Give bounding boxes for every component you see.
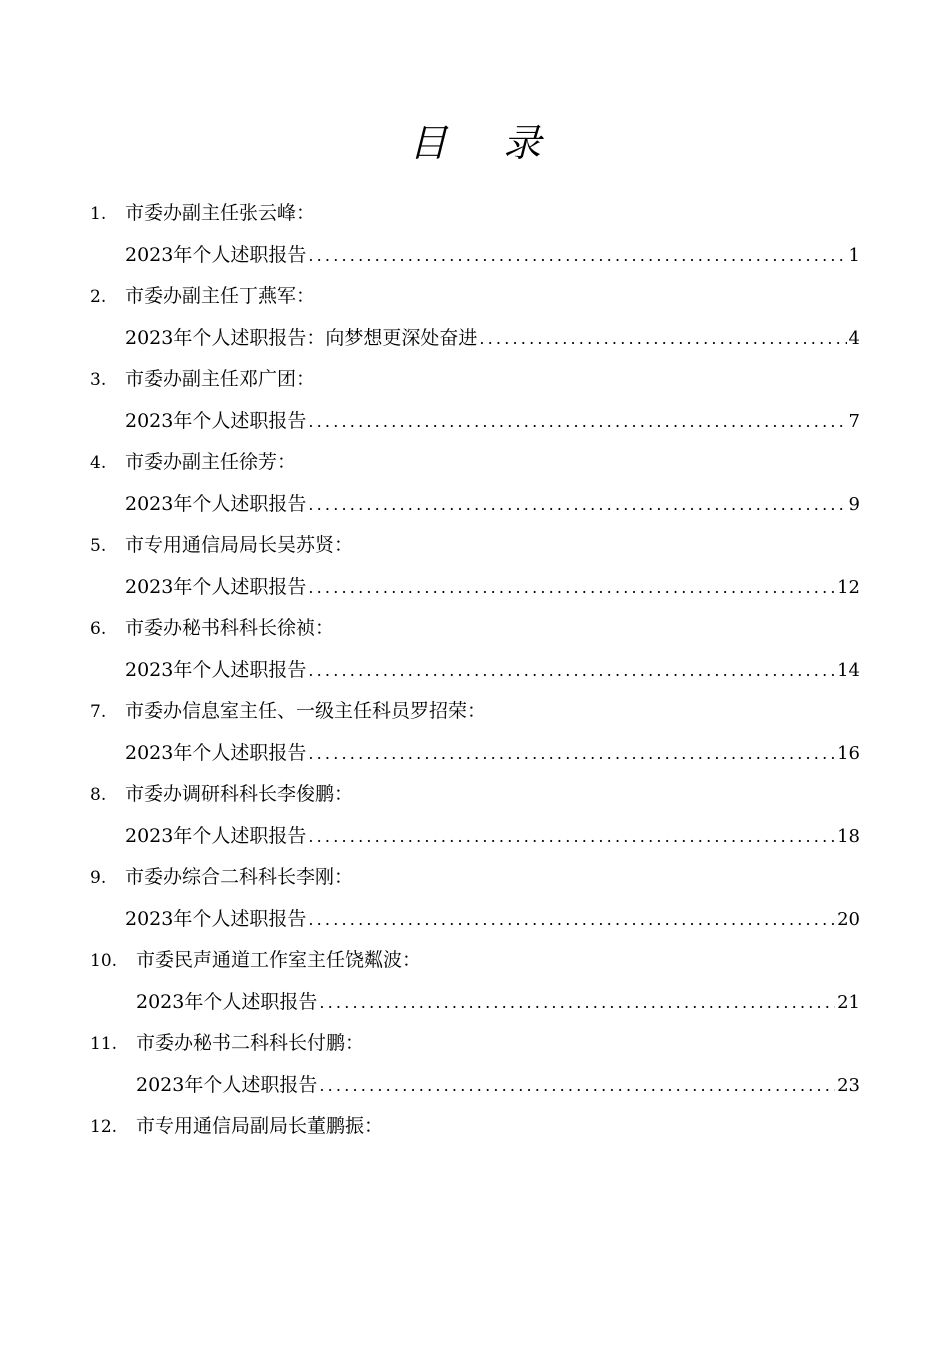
toc-entry-subtitle: 2023年个人述职报告 bbox=[136, 1073, 318, 1096]
toc-entry-number: 12. bbox=[90, 1117, 118, 1137]
toc-entry-subtitle-row bbox=[125, 484, 860, 526]
toc-entry-subtitle-row bbox=[136, 982, 860, 1024]
toc-entry-heading-row bbox=[90, 691, 860, 733]
toc-entry-heading-row bbox=[90, 774, 860, 816]
toc-entry-10[interactable] bbox=[90, 940, 860, 1023]
toc-entry-subtitle: 2023年个人述职报告 bbox=[125, 243, 307, 266]
toc-entry-12[interactable] bbox=[90, 1106, 860, 1148]
toc-entry-heading: 市委民声通道工作室主任饶粼波： bbox=[136, 949, 422, 971]
toc-entry-subtitle: 2023年个人述职报告 bbox=[125, 492, 307, 515]
toc-entry-3[interactable] bbox=[90, 359, 860, 442]
toc-entry-number: 8. bbox=[90, 785, 107, 805]
toc-entry-subtitle-row bbox=[125, 235, 860, 277]
dot-leader bbox=[308, 401, 846, 443]
toc-entry-page-number: 23 bbox=[837, 1074, 860, 1096]
toc-entry-subtitle-row bbox=[125, 816, 860, 858]
toc-entry-heading: 市专用通信局副局长董鹏振： bbox=[136, 1115, 384, 1137]
toc-entry-5[interactable] bbox=[90, 525, 860, 608]
toc-entry-heading: 市委办综合二科科长李刚： bbox=[125, 866, 354, 888]
dot-leader bbox=[308, 567, 835, 609]
toc-entry-number: 9. bbox=[90, 868, 107, 888]
toc-entry-heading: 市委办秘书二科科长付鹏： bbox=[136, 1032, 365, 1054]
toc-entry-number: 1. bbox=[90, 204, 107, 224]
toc-entry-number: 4. bbox=[90, 453, 107, 473]
toc-entry-heading: 市委办副主任丁燕军： bbox=[125, 285, 316, 307]
toc-entry-heading-row bbox=[90, 359, 860, 401]
toc-entry-page-number: 18 bbox=[837, 825, 860, 847]
toc-entry-number: 5. bbox=[90, 536, 107, 556]
toc-entry-page-number: 9 bbox=[848, 493, 860, 515]
toc-title: 目 录 bbox=[408, 121, 564, 165]
toc-entry-subtitle: 2023年个人述职报告 bbox=[125, 409, 307, 432]
toc-entry-heading: 市委办副主任邓广团： bbox=[125, 368, 316, 390]
toc-entry-heading-row bbox=[90, 1023, 860, 1065]
toc-entry-heading-row bbox=[90, 1106, 860, 1148]
toc-entry-1[interactable] bbox=[90, 193, 860, 276]
toc-entry-6[interactable] bbox=[90, 608, 860, 691]
toc-entry-page-number: 21 bbox=[837, 991, 860, 1013]
toc-entry-7[interactable] bbox=[90, 691, 860, 774]
toc-entry-subtitle-row bbox=[125, 318, 860, 360]
dot-leader bbox=[308, 235, 846, 277]
toc-entry-subtitle-row bbox=[125, 567, 860, 609]
dot-leader bbox=[319, 1065, 835, 1107]
table-of-contents bbox=[90, 193, 860, 1148]
toc-entry-subtitle: 2023年个人述职报告 bbox=[125, 741, 307, 764]
toc-entry-subtitle-row bbox=[125, 650, 860, 692]
dot-leader bbox=[308, 899, 835, 941]
toc-entry-number: 3. bbox=[90, 370, 107, 390]
toc-entry-heading-row bbox=[90, 857, 860, 899]
toc-entry-subtitle: 2023年个人述职报告 bbox=[125, 907, 307, 930]
toc-entry-page-number: 4 bbox=[848, 327, 860, 349]
toc-entry-heading: 市委办副主任张云峰： bbox=[125, 202, 316, 224]
toc-entry-subtitle: 2023年个人述职报告 bbox=[125, 658, 307, 681]
toc-entry-2[interactable] bbox=[90, 276, 860, 359]
toc-entry-subtitle: 2023年个人述职报告 bbox=[136, 990, 318, 1013]
dot-leader bbox=[308, 650, 835, 692]
dot-leader bbox=[308, 484, 846, 526]
toc-entry-page-number: 1 bbox=[848, 244, 860, 266]
toc-entry-heading-row bbox=[90, 608, 860, 650]
toc-entry-subtitle: 2023年个人述职报告：向梦想更深处奋进 bbox=[125, 326, 478, 349]
toc-entry-page-number: 12 bbox=[837, 576, 860, 598]
toc-entry-subtitle: 2023年个人述职报告 bbox=[125, 575, 307, 598]
toc-entry-heading: 市委办信息室主任、一级主任科员罗招荣： bbox=[125, 700, 487, 722]
toc-entry-number: 2. bbox=[90, 287, 107, 307]
toc-entry-heading: 市委办副主任徐芳： bbox=[125, 451, 297, 473]
toc-entry-heading-row bbox=[90, 193, 860, 235]
toc-entry-heading: 市委办秘书科科长徐祯： bbox=[125, 617, 335, 639]
toc-entry-9[interactable] bbox=[90, 857, 860, 940]
toc-entry-number: 6. bbox=[90, 619, 107, 639]
toc-entry-4[interactable] bbox=[90, 442, 860, 525]
toc-entry-heading-row bbox=[90, 940, 860, 982]
toc-entry-subtitle-row bbox=[125, 733, 860, 775]
toc-entry-subtitle-row bbox=[125, 401, 860, 443]
toc-entry-subtitle-row bbox=[136, 1065, 860, 1107]
toc-entry-heading: 市委办调研科科长李俊鹏： bbox=[125, 783, 354, 805]
dot-leader bbox=[308, 816, 835, 858]
toc-entry-page-number: 14 bbox=[837, 659, 860, 681]
toc-entry-heading-row bbox=[90, 442, 860, 484]
toc-entry-11[interactable] bbox=[90, 1023, 860, 1106]
dot-leader bbox=[479, 318, 846, 360]
toc-entry-subtitle-row bbox=[125, 899, 860, 941]
toc-entry-number: 11. bbox=[90, 1034, 118, 1054]
toc-entry-page-number: 7 bbox=[848, 410, 860, 432]
toc-entry-number: 10. bbox=[90, 951, 118, 971]
toc-entry-page-number: 16 bbox=[837, 742, 860, 764]
toc-entry-heading-row bbox=[90, 276, 860, 318]
dot-leader bbox=[319, 982, 835, 1024]
toc-entry-subtitle: 2023年个人述职报告 bbox=[125, 824, 307, 847]
toc-entry-8[interactable] bbox=[90, 774, 860, 857]
toc-entry-heading-row bbox=[90, 525, 860, 567]
dot-leader bbox=[308, 733, 835, 775]
toc-entry-heading: 市专用通信局局长吴苏贤： bbox=[125, 534, 354, 556]
toc-entry-number: 7. bbox=[90, 702, 107, 722]
toc-entry-page-number: 20 bbox=[837, 908, 860, 930]
